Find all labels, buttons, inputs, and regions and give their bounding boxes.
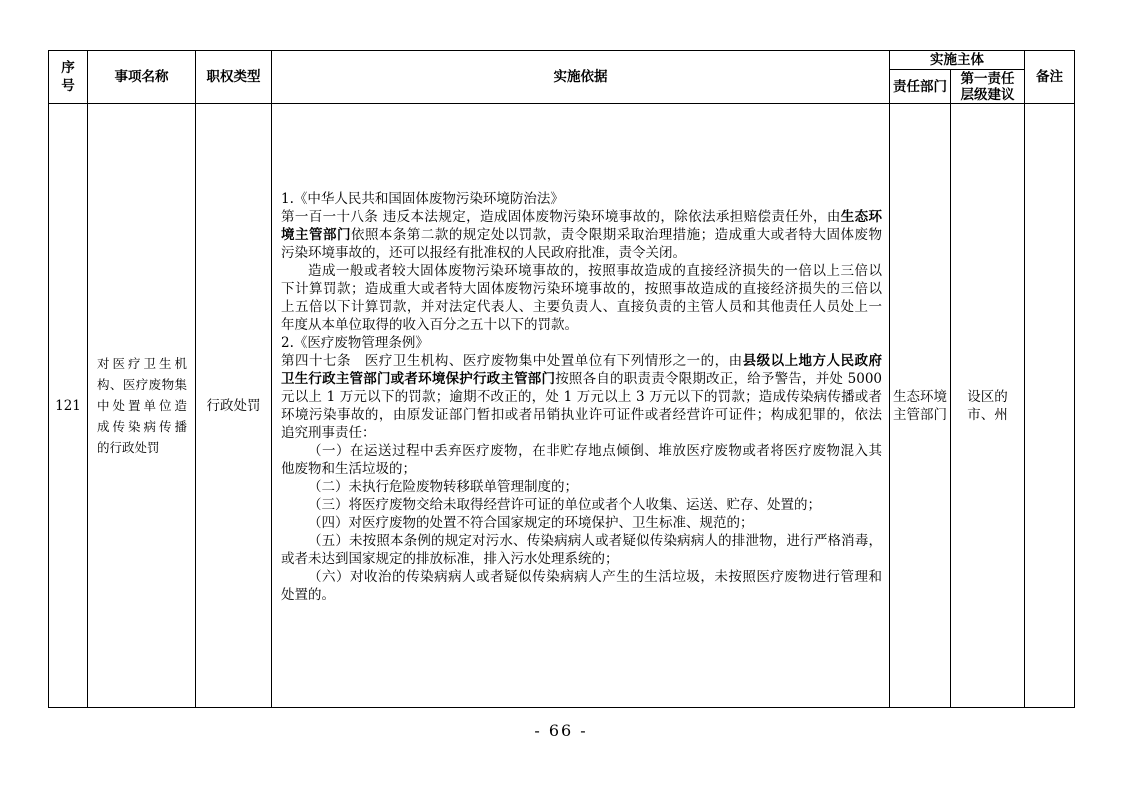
basis-line (281, 550, 882, 568)
item-name-line: 成传染病传播 (97, 419, 187, 434)
first-level-line: 设区的 (967, 388, 1008, 405)
header-row (49, 51, 1075, 70)
header-remarks: 备注 (1025, 51, 1075, 104)
header-subject-group: 实施主体 (890, 51, 1025, 70)
basis-line (281, 532, 882, 550)
basis-line (281, 442, 882, 460)
header-basis: 实施依据 (272, 51, 890, 104)
basis-text-segment: 第四十七条 医疗卫生机构、医疗废物集中处置单位有下列情形之一的，由 (281, 353, 743, 369)
cell-basis (272, 104, 890, 708)
basis-emphasis-segment: 境主管部门 (281, 227, 351, 243)
item-name-line: 构、医疗废物集 (97, 377, 187, 392)
header-item-name: 事项名称 (88, 51, 196, 104)
basis-line (281, 424, 882, 442)
basis-line (281, 586, 882, 604)
basis-text-segment: （四）对医疗废物的处置不符合国家规定的环境保护、卫生标准、规范的； (308, 515, 754, 531)
header-first-level-line1: 第一责任 (960, 70, 1015, 87)
header-seq-line2: 号 (61, 78, 75, 94)
cell-seq: 121 (49, 104, 88, 708)
header-authority-type: 职权类型 (196, 51, 272, 104)
basis-text-segment: 年度从本单位取得的收入百分之五十以下的罚款。 (281, 317, 578, 333)
basis-text-segment: 追究刑事责任： (281, 425, 376, 441)
item-name-line: 中处置单位造 (97, 398, 187, 413)
basis-text-segment: 第一百一十八条 违反本法规定，造成固体废物污染环境事故的，除依法承担赔偿责任外，由 (281, 209, 841, 225)
basis-emphasis-segment: 县级以上地方人民政府 (742, 353, 883, 369)
header-seq-line1: 序 (61, 60, 75, 76)
item-name-line: 对医疗卫生机 (97, 356, 187, 371)
basis-text-segment: （三）将医疗废物交给未取得经营许可证的单位或者个人收集、运送、贮存、处置的； (308, 497, 821, 513)
basis-text-segment: 造成一般或者较大固体废物污染环境事故的，按照事故造成的直接经济损失的一倍以上三倍以 (308, 263, 882, 279)
header-first-level-line2: 层级建议 (960, 86, 1015, 103)
basis-line (281, 316, 882, 334)
basis-line (281, 460, 882, 478)
basis-line (281, 280, 882, 298)
basis-text-segment: 依照本条第二款的规定处以罚款，责令限期采取治理措施；造成重大或者特大固体废物 (350, 227, 883, 243)
basis-line (281, 496, 882, 514)
responsible-dept-line: 生态环境 (893, 388, 947, 405)
basis-text-segment: 处置的。 (281, 587, 335, 603)
header-seq (49, 51, 88, 104)
basis-text-segment: 元以上 1 万元以下的罚款；逾期不改正的，处 1 万元以上 3 万元以下的罚款；造成传染病传播或者 (281, 389, 882, 405)
basis-text-segment: 环境污染事故的，由原发证部门暂扣或者吊销执业许可证件或者经营许可证件；构成犯罪的，依法 (281, 407, 882, 423)
basis-line (281, 568, 882, 586)
basis-line (281, 334, 882, 352)
basis-emphasis-segment: 生态环 (840, 209, 883, 225)
basis-text-segment: （六）对收治的传染病病人或者疑似传染病病人产生的生活垃圾，未按照医疗废物进行管理和 (308, 569, 882, 585)
basis-text-segment: 2.《医疗废物管理条例》 (281, 335, 429, 351)
basis-line (281, 406, 882, 424)
header-responsible-dept: 责任部门 (890, 70, 951, 104)
basis-line (281, 388, 882, 406)
item-name-line: 的行政处罚 (97, 440, 160, 455)
basis-emphasis-segment: 卫生行政主管部门或者环境保护行政主管部门 (281, 371, 556, 387)
responsible-dept-line: 主管部门 (893, 406, 947, 423)
basis-text-segment: （五）未按照本条例的规定对污水、传染病病人或者疑似传染病病人的排泄物，进行严格消毒， (308, 533, 882, 549)
cell-item-name (88, 104, 196, 708)
basis-text-segment: （一）在运送过程中丢弃医疗废物，在非贮存地点倾倒、堆放医疗废物或者将医疗废物混入其 (308, 443, 882, 459)
basis-text-segment: 上五倍以下计算罚款，并对法定代表人、主要负责人、直接负责的主管人员和其他责任人员处上一 (281, 299, 882, 315)
basis-line (281, 478, 882, 496)
basis-text-segment: 下计算罚款；造成重大或者特大固体废物污染环境事故的，按照事故造成的直接经济损失的三倍以 (281, 281, 882, 297)
cell-remarks (1025, 104, 1075, 708)
basis-line (281, 226, 882, 244)
page-number: - 66 - (534, 721, 588, 740)
basis-text-segment: 按照各自的职责责令限期改正，给予警告，并处 5000 (555, 371, 882, 387)
basis-line (281, 208, 882, 226)
basis-text-segment: 污染环境事故的，还可以报经有批准权的人民政府批准，责令关闭。 (281, 245, 686, 261)
basis-line (281, 352, 882, 370)
first-level-line: 市、州 (967, 406, 1008, 423)
header-first-level (951, 70, 1025, 104)
basis-text-segment: （二）未执行危险废物转移联单管理制度的； (308, 479, 578, 495)
basis-line (281, 298, 882, 316)
basis-line (281, 514, 882, 532)
basis-line (281, 190, 882, 208)
basis-text (281, 190, 882, 604)
table-row (49, 104, 1075, 708)
basis-line (281, 370, 882, 388)
cell-responsible-dept (890, 104, 951, 708)
basis-line (281, 262, 882, 280)
matters-table (48, 50, 1075, 708)
cell-first-level (951, 104, 1025, 708)
basis-line (281, 244, 882, 262)
basis-text-segment: 或者未达到国家规定的排放标准，排入污水处理系统的； (281, 551, 619, 567)
basis-text-segment: 他废物和生活垃圾的； (281, 461, 416, 477)
basis-text-segment: 1.《中华人民共和国固体废物污染环境防治法》 (281, 191, 564, 207)
cell-authority-type: 行政处罚 (196, 104, 272, 708)
